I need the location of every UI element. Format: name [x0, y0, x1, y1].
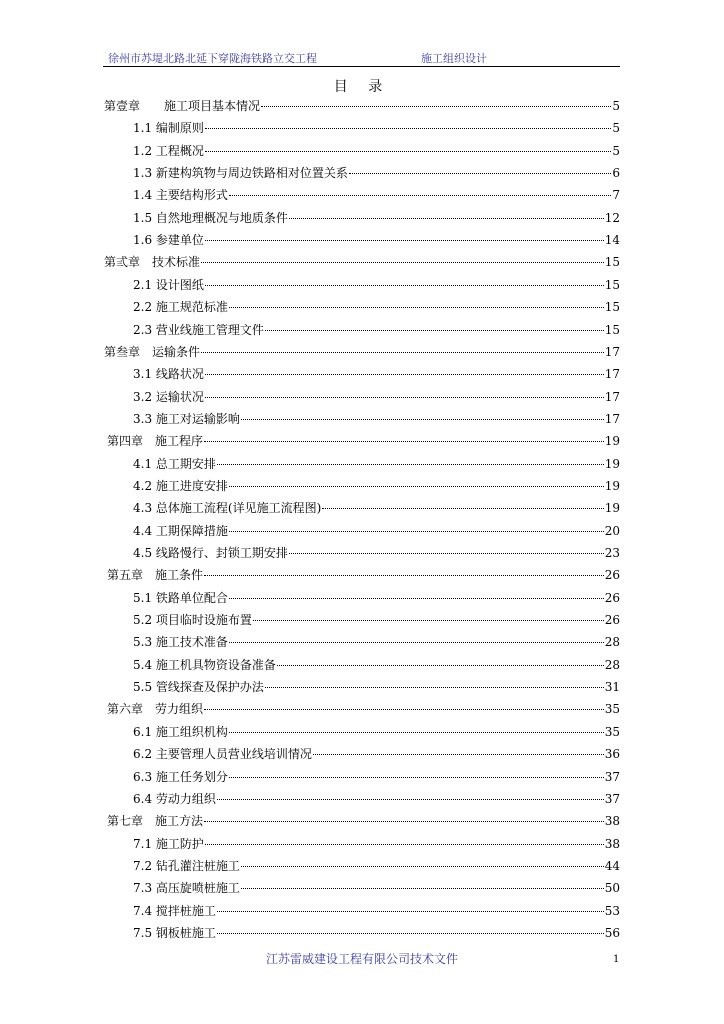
toc-entry-label: 6.4 劳动力组织	[133, 791, 216, 806]
toc-entry-page: 19	[604, 434, 620, 449]
toc-entry-label: 2.2 施工规范标准	[133, 300, 228, 315]
toc-leader-dots	[289, 553, 604, 554]
toc-leader-dots	[349, 173, 611, 174]
toc-section-entry[interactable]	[133, 522, 620, 540]
toc-leader-dots	[205, 844, 604, 845]
toc-entry-page: 50	[604, 881, 620, 896]
toc-entry-label: 1.2 工程概况	[133, 143, 204, 158]
toc-section-entry[interactable]	[133, 142, 620, 160]
toc-entry-page: 19	[604, 501, 620, 516]
toc-entry-page: 26	[604, 568, 620, 583]
toc-entry-label: 3.3 施工对运输影响	[133, 411, 240, 426]
toc-entry-page: 19	[604, 478, 620, 493]
toc-entry-page: 31	[604, 680, 620, 695]
toc-leader-dots	[205, 374, 604, 375]
toc-section-entry[interactable]	[133, 902, 620, 920]
toc-section-entry[interactable]	[133, 790, 620, 808]
toc-entry-page: 38	[604, 836, 620, 851]
toc-entry-label: 4.1 总工期安排	[133, 456, 216, 471]
toc-entry-label: 2.1 设计图纸	[133, 277, 204, 292]
toc-entry-label: 第壹章 施工项目基本情况	[104, 99, 261, 113]
toc-section-entry[interactable]	[133, 723, 620, 741]
toc-entry-label: 5.4 施工机具物资设备准备	[133, 657, 276, 672]
toc-leader-dots	[229, 307, 604, 308]
toc-section-entry[interactable]	[133, 477, 620, 495]
toc-leader-dots	[229, 598, 604, 599]
toc-entry-page: 44	[604, 858, 620, 873]
toc-leader-dots	[204, 821, 604, 822]
toc-leader-dots	[277, 665, 604, 666]
toc-entry-page: 17	[604, 367, 620, 382]
toc-entry-label: 4.2 施工进度安排	[133, 478, 228, 493]
toc-entry-label: 第叁章 运输条件	[104, 344, 201, 359]
toc-entry-label: 7.3 高压旋喷桩施工	[133, 881, 240, 896]
toc-entry-page: 28	[604, 657, 620, 672]
toc-entry-page: 17	[604, 411, 620, 426]
toc-entry-page: 12	[604, 210, 620, 225]
toc-section-entry[interactable]	[133, 298, 620, 316]
toc-leader-dots	[265, 687, 604, 688]
footer-company: 江苏雷威建设工程有限公司技术文件	[265, 952, 458, 966]
toc-entry-label: 第四章 施工程序	[107, 434, 204, 449]
toc-entry-label: 1.5 自然地理概况与地质条件	[133, 210, 288, 225]
toc-leader-dots	[201, 262, 604, 263]
toc-entry-label: 第五章 施工条件	[107, 568, 204, 583]
toc-entry-page: 19	[604, 456, 620, 471]
toc-leader-dots	[217, 464, 604, 465]
toc-leader-dots	[205, 240, 604, 241]
toc-entry-label: 1.3 新建构筑物与周边铁路相对位置关系	[133, 166, 348, 181]
toc-section-entry[interactable]	[133, 924, 620, 942]
toc-section-entry[interactable]	[133, 365, 620, 383]
toc-leader-dots	[229, 642, 604, 643]
toc-leader-dots	[265, 330, 604, 331]
toc-section-entry[interactable]	[133, 835, 620, 853]
toc-leader-dots	[289, 218, 604, 219]
toc-entry-label: 4.4 工期保障措施	[133, 523, 228, 538]
toc-leader-dots	[205, 151, 611, 152]
toc-leader-dots	[201, 352, 604, 353]
toc-entry-page: 5	[612, 143, 620, 158]
toc-entry-page: 26	[604, 590, 620, 605]
toc-entry-page: 23	[604, 546, 620, 560]
header-project-title: 徐州市苏堤北路北延下穿陇海铁路立交工程	[108, 52, 317, 65]
toc-section-entry[interactable]	[133, 276, 620, 294]
toc-chapter-entry[interactable]	[104, 97, 620, 115]
header-doc-type: 施工组织设计	[421, 52, 487, 65]
toc-entry-page: 28	[604, 635, 620, 650]
toc-chapter-entry[interactable]	[107, 700, 620, 718]
toc-leader-dots	[204, 575, 604, 576]
toc-section-entry[interactable]	[133, 879, 620, 897]
toc-leader-dots	[253, 620, 604, 621]
toc-leader-dots	[313, 754, 604, 755]
toc-section-entry[interactable]	[133, 499, 620, 517]
toc-leader-dots	[204, 709, 604, 710]
toc-entry-label: 7.4 搅拌桩施工	[133, 903, 216, 918]
toc-entry-page: 15	[604, 277, 620, 292]
toc-section-entry[interactable]	[133, 410, 620, 428]
toc-entry-label: 5.5 管线探查及保护办法	[133, 680, 264, 695]
toc-leader-dots	[229, 531, 604, 532]
toc-section-entry[interactable]	[133, 186, 620, 204]
toc-leader-dots	[205, 285, 604, 286]
toc-section-entry[interactable]	[133, 678, 620, 696]
toc-leader-dots	[204, 441, 604, 442]
toc-entry-label: 第六章 劳力组织	[107, 702, 204, 717]
toc-entry-label: 5.1 铁路单位配合	[133, 590, 228, 605]
toc-entry-label: 4.3 总体施工流程(详见施工流程图)	[133, 501, 322, 516]
toc-entry-label: 第七章 施工方法	[107, 814, 204, 829]
toc-entry-page: 14	[604, 233, 620, 248]
toc-entry-page: 5	[612, 99, 620, 113]
toc-entry-label: 7.5 钢板桩施工	[133, 925, 216, 940]
toc-leader-dots	[229, 777, 604, 778]
toc-entry-page: 53	[604, 903, 620, 918]
toc-section-entry[interactable]	[133, 209, 620, 227]
page-number: 1	[613, 954, 620, 965]
toc-entry-label: 5.3 施工技术准备	[133, 635, 228, 650]
toc-section-entry[interactable]	[133, 119, 620, 137]
toc-leader-dots	[229, 195, 611, 196]
toc-entry-label: 6.1 施工组织机构	[133, 724, 228, 739]
toc-leader-dots	[217, 933, 604, 934]
toc-entry-page: 38	[604, 814, 620, 829]
toc-section-entry[interactable]	[133, 321, 620, 339]
toc-section-entry[interactable]	[133, 768, 620, 786]
toc-entry-page: 15	[604, 300, 620, 315]
toc-entry-page: 7	[612, 188, 620, 203]
toc-entry-page: 15	[604, 255, 620, 270]
toc-section-entry[interactable]	[133, 633, 620, 651]
toc-section-entry[interactable]	[133, 455, 620, 473]
toc-leader-dots	[229, 486, 604, 487]
toc-chapter-entry[interactable]	[107, 432, 620, 450]
toc-title: 目 录	[333, 79, 391, 95]
toc-leader-dots	[241, 888, 604, 889]
toc-leader-dots	[205, 397, 604, 398]
toc-section-entry[interactable]	[133, 388, 620, 406]
toc-chapter-entry[interactable]	[104, 253, 620, 271]
toc-entry-label: 3.1 线路状况	[133, 367, 204, 382]
toc-entry-page: 37	[604, 769, 620, 784]
toc-leader-dots	[241, 866, 604, 867]
toc-section-entry[interactable]	[133, 589, 620, 607]
toc-leader-dots	[217, 799, 604, 800]
toc-section-entry[interactable]	[133, 611, 620, 629]
toc-entry-label: 4.5 线路慢行、封锁工期安排	[133, 546, 288, 560]
toc-entry-label: 1.4 主要结构形式	[133, 188, 228, 203]
toc-entry-page: 37	[604, 791, 620, 806]
toc-entry-page: 5	[612, 121, 620, 136]
toc-entry-label: 2.3 营业线施工管理文件	[133, 322, 264, 337]
toc-entry-label: 5.2 项目临时设施布置	[133, 613, 252, 628]
toc-entry-label: 7.2 钻孔灌注桩施工	[133, 858, 240, 873]
toc-entry-page: 56	[604, 925, 620, 940]
toc-chapter-entry[interactable]	[107, 566, 620, 584]
toc-entry-label: 1.6 参建单位	[133, 233, 204, 248]
toc-entry-label: 第弎章 技术标准	[104, 255, 201, 270]
toc-section-entry[interactable]	[133, 656, 620, 674]
toc-entry-page: 17	[604, 344, 620, 359]
toc-entry-page: 26	[604, 613, 620, 628]
toc-entry-label: 3.2 运输状况	[133, 389, 204, 404]
toc-entry-page: 35	[604, 702, 620, 717]
toc-leader-dots	[217, 911, 604, 912]
toc-chapter-entry[interactable]	[107, 812, 620, 830]
toc-chapter-entry[interactable]	[104, 343, 620, 361]
toc-entry-page: 6	[612, 166, 620, 181]
toc-entry-label: 6.3 施工任务划分	[133, 769, 228, 784]
page-header	[103, 50, 620, 67]
toc-leader-dots	[261, 106, 611, 107]
toc-leader-dots	[229, 732, 604, 733]
toc-entry-page: 35	[604, 724, 620, 739]
toc-section-entry[interactable]	[133, 231, 620, 249]
toc-entry-label: 7.1 施工防护	[133, 836, 204, 851]
toc-entry-page: 20	[604, 523, 620, 538]
toc-entry-label: 1.1 编制原则	[133, 121, 204, 136]
toc-leader-dots	[322, 508, 603, 509]
toc-leader-dots	[241, 419, 604, 420]
toc-section-entry[interactable]	[133, 544, 620, 562]
toc-entry-label: 6.2 主要管理人员营业线培训情况	[133, 747, 312, 762]
toc-leader-dots	[205, 128, 611, 129]
toc-entry-page: 17	[604, 389, 620, 404]
toc-entry-page: 15	[604, 322, 620, 337]
toc-section-entry[interactable]	[133, 745, 620, 763]
toc-section-entry[interactable]	[133, 164, 620, 182]
toc-entry-page: 36	[604, 747, 620, 762]
toc-section-entry[interactable]	[133, 857, 620, 875]
